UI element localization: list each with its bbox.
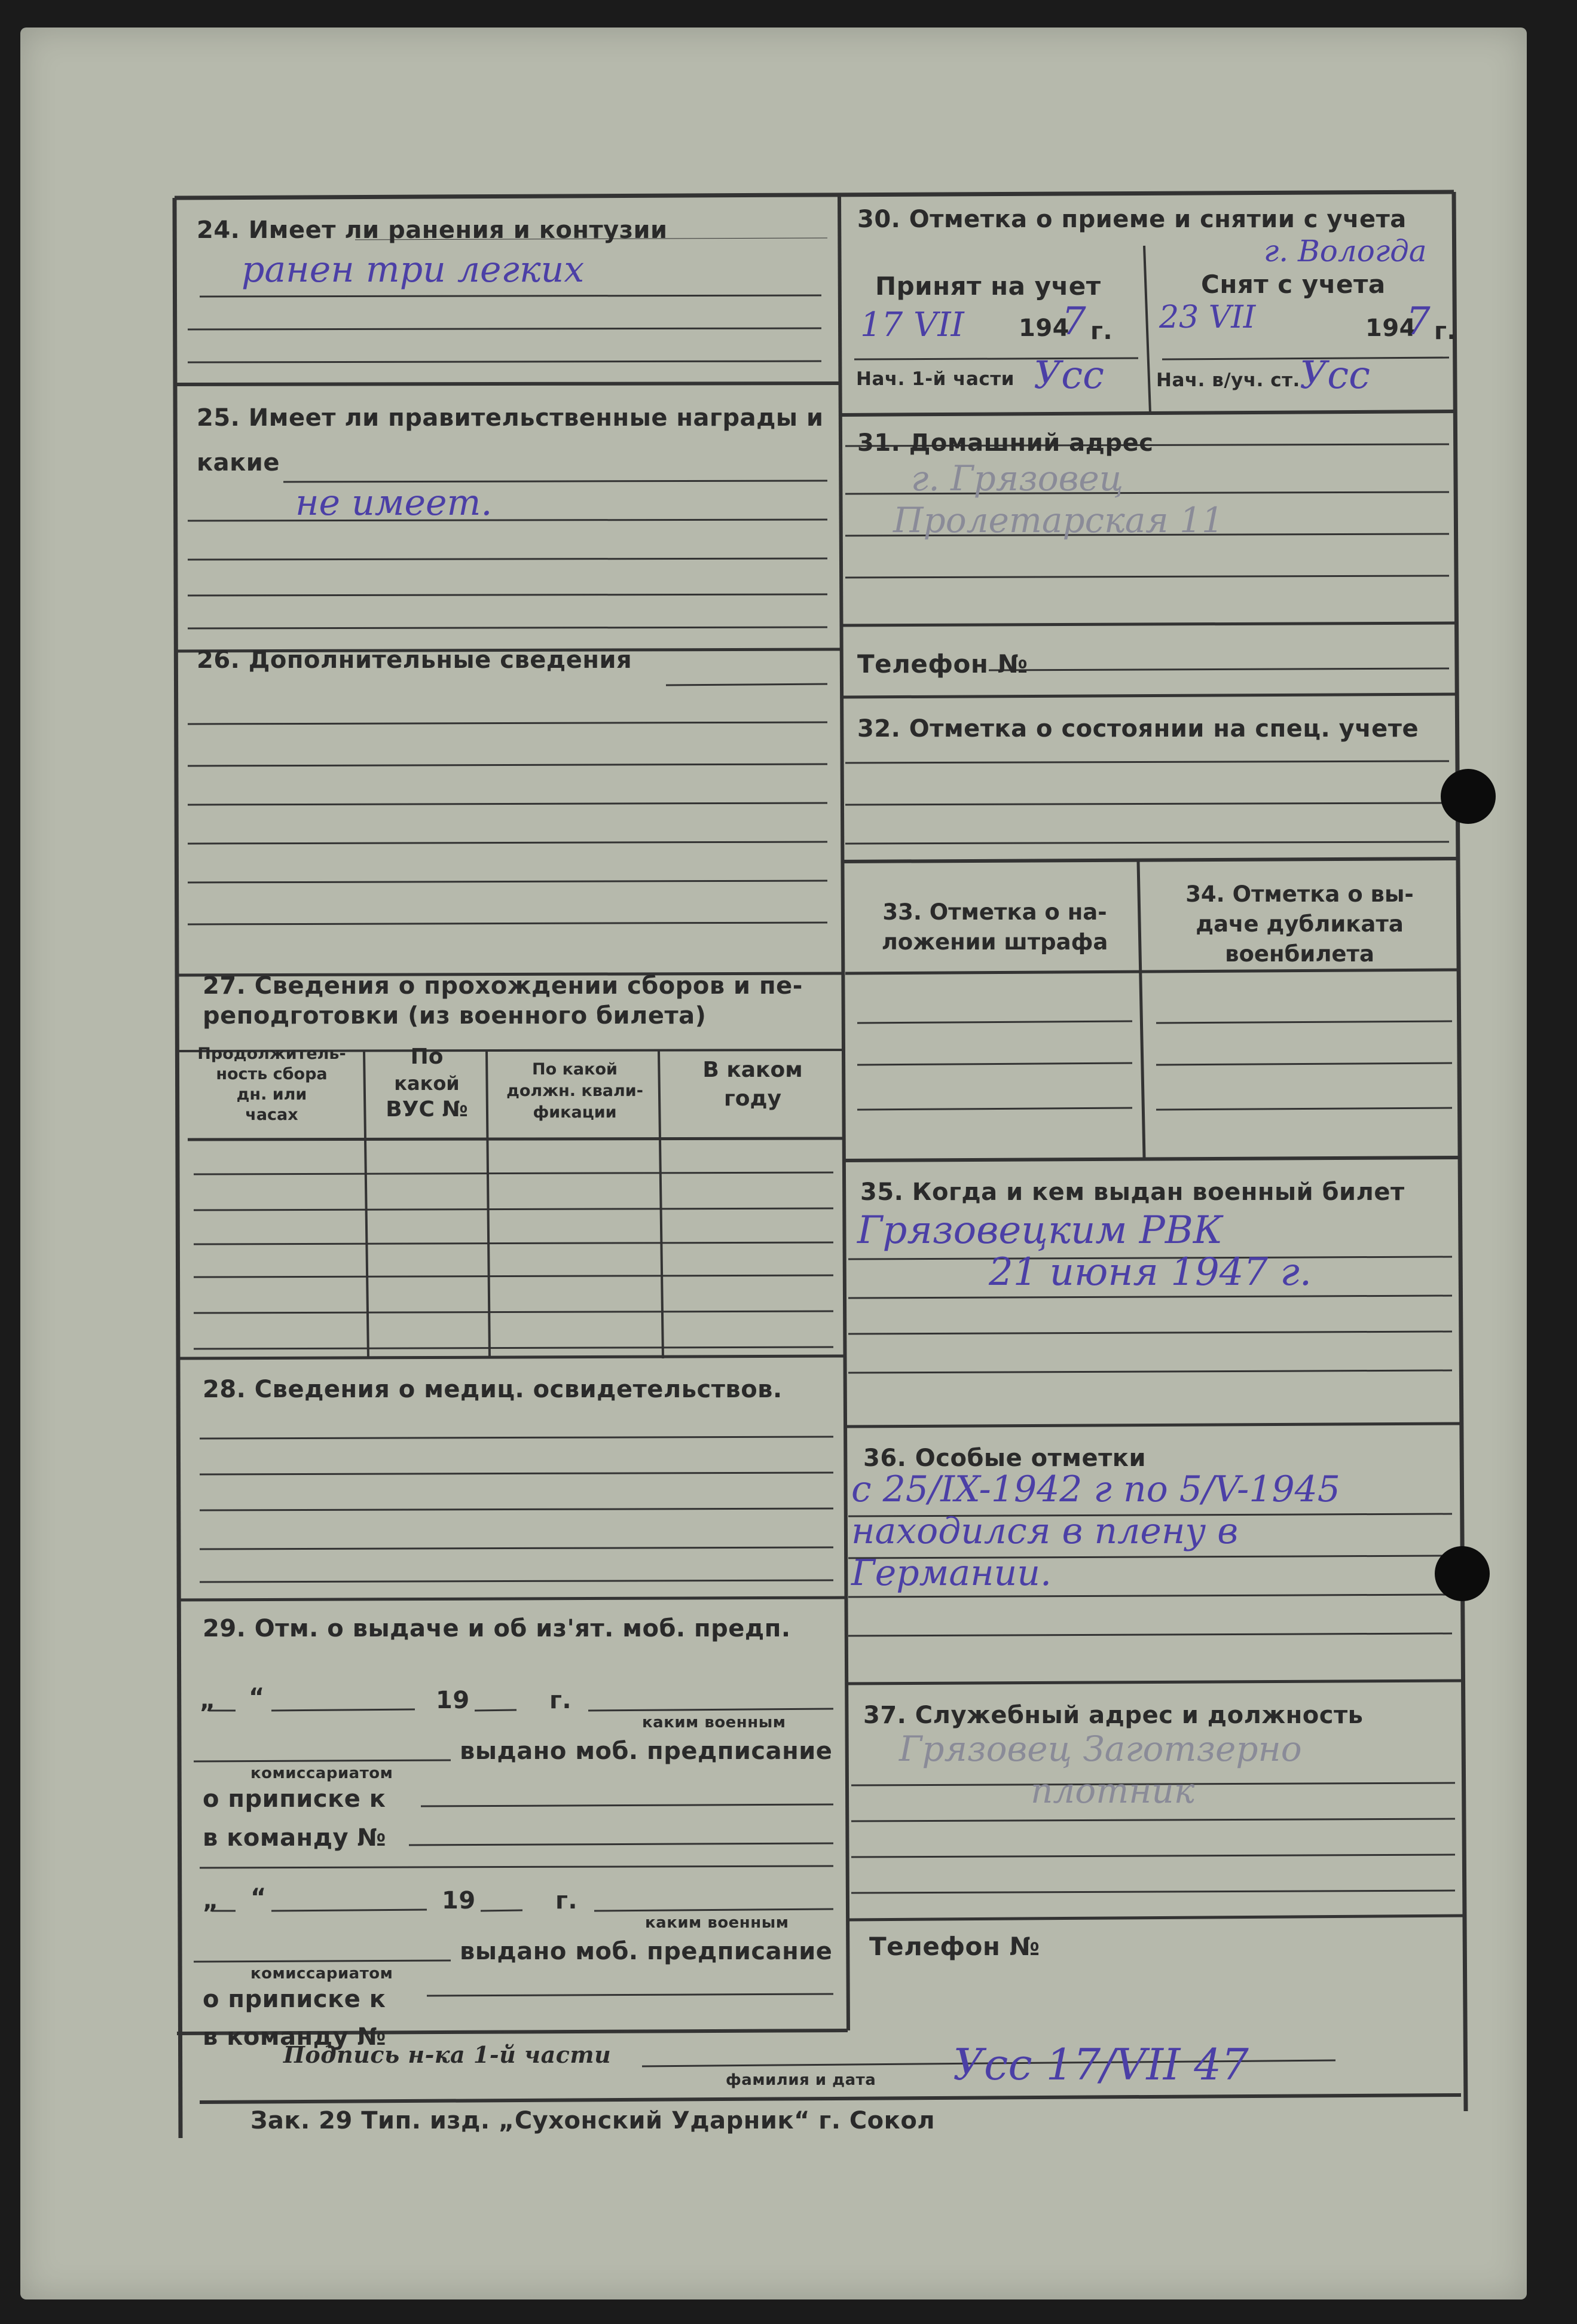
s30-removed-date: 23 VII [1159, 300, 1256, 335]
s29-komissariatom-2: комиссариатом [250, 1965, 393, 1983]
printer-footer: Зак. 29 Тип. изд. „Сухонский Ударник“ г. Сокол [250, 2107, 936, 2134]
binder-hole-top [1441, 769, 1496, 824]
s27-col-vus-header: По какой ВУС № [386, 1045, 468, 1122]
s35-label: 35. Когда и кем выдан военный билет [860, 1178, 1405, 1206]
s28-label: 28. Сведения о медиц. освидетельствов. [203, 1376, 783, 1403]
s29-v-komandu-2: в команду № [203, 2023, 387, 2051]
s29-komissariatom-1: комиссариатом [250, 1764, 393, 1782]
s30-chief-label: Нач. 1-й части [856, 368, 1014, 390]
s30-removed-year-hw: 7 [1406, 300, 1431, 344]
s31-phone-label: Телефон № [857, 649, 1028, 679]
s32-label: 32. Отметка о состоянии на спец. учете [857, 715, 1419, 743]
s37-line1: Грязовец Заготзерно [899, 1729, 1302, 1769]
s30-removed-label: Снят с учета [1201, 270, 1386, 299]
s30-accepted-year-hw: 7 [1062, 300, 1086, 344]
s30-vuch-label: Нач. в/уч. ст. [1156, 369, 1300, 391]
s24-answer: ранен три легких [242, 249, 585, 291]
s29-quote-close: “ [249, 1684, 265, 1711]
s26-label: 26. Дополнительные сведения [197, 646, 632, 674]
s29-kakim-voennym-2: каким военным [645, 1914, 789, 1932]
s37-line2: плотник [1031, 1770, 1195, 1811]
s25-label-1: 25. Имеет ли правительственные награды и [197, 404, 824, 432]
s37-phone-label: Телефон № [869, 1932, 1040, 1961]
s29-o-pripiske-1: о приписке к [203, 1785, 386, 1813]
s27-label-2: реподготовки (из военного билета) [203, 1002, 707, 1030]
s30-city: г. Вологда [1264, 234, 1427, 268]
binder-hole-bottom [1435, 1546, 1490, 1601]
s29-quote-open: „ [200, 1687, 216, 1714]
s37-label: 37. Служебный адрес и должность [863, 1702, 1364, 1729]
s36-line2: находился в плену в [851, 1510, 1239, 1552]
s29-year-prefix-2: 19 [442, 1887, 476, 1914]
signature-answer: Усс 17/VII 47 [953, 2039, 1249, 2090]
s25-label-2: какие [197, 449, 280, 477]
s29-vydano-1: выдано моб. предписание [460, 1737, 833, 1765]
s30-accepted-label: Принят на учет [875, 271, 1101, 301]
s31-address-line2: Пролетарская 11 [893, 500, 1224, 540]
s27-col-year-header: В каком году [702, 1058, 803, 1111]
s27-col-duration-header: Продолжитель- ность сбора дн. или часах [197, 1045, 346, 1124]
s29-year-suffix: г. [549, 1687, 572, 1714]
s25-answer: не имеет. [295, 482, 493, 524]
s33-label: 33. Отметка о на- ложении штрафа [881, 899, 1108, 955]
s30-removed-year-print: 194 [1365, 314, 1416, 342]
s29-vydano-2: выдано моб. предписание [460, 1938, 833, 1965]
s30-label: 30. Отметка о приеме и снятии с учета [857, 206, 1407, 233]
s29-quote-open-2: „ [203, 1887, 219, 1914]
s36-line3: Германии. [851, 1552, 1052, 1594]
s30-chief-sign: Усс [1034, 353, 1104, 398]
s29-v-komandu-1: в команду № [203, 1824, 387, 1852]
s36-label: 36. Особые отметки [863, 1445, 1146, 1472]
registration-card [20, 28, 1527, 2299]
s31-address-line1: г. Грязовец [911, 458, 1124, 499]
s27-col-qualification-header: По какой должн. квали- фикации [506, 1060, 643, 1122]
s35-line1: Грязовецким РВК [857, 1208, 1223, 1253]
s31-label: 31. Домашний адрес [857, 429, 1154, 457]
s34-label: 34. Отметка о вы- даче дубликата военбилета [1185, 881, 1414, 967]
s24-label: 24. Имеет ли ранения и контузии [197, 216, 668, 244]
s36-line1: с 25/IX-1942 г по 5/V-1945 [851, 1468, 1340, 1510]
s30-accepted-date: 17 VII [860, 306, 964, 344]
s35-line2: 21 июня 1947 г. [989, 1250, 1312, 1294]
s30-removed-g: г. [1434, 317, 1457, 345]
s30-accepted-year-print: 194 [1019, 314, 1069, 342]
s29-kakim-voennym-1: каким военным [642, 1714, 786, 1731]
signature-sublabel: фамилия и дата [726, 2071, 876, 2089]
s29-year-prefix: 19 [436, 1687, 470, 1714]
s29-quote-close-2: “ [250, 1884, 267, 1911]
signature-label: Подпись н-ка 1-й части [283, 2041, 612, 2068]
s30-vuch-sign: Усс [1300, 353, 1370, 398]
s30-accepted-g: г. [1090, 317, 1113, 345]
s29-label: 29. Отм. о выдаче и об из'ят. моб. предп. [203, 1615, 791, 1642]
s27-label-1: 27. Сведения о прохождении сборов и пе- [203, 972, 803, 1000]
s29-o-pripiske-2: о приписке к [203, 1986, 386, 2013]
s29-year-suffix-2: г. [555, 1887, 578, 1914]
